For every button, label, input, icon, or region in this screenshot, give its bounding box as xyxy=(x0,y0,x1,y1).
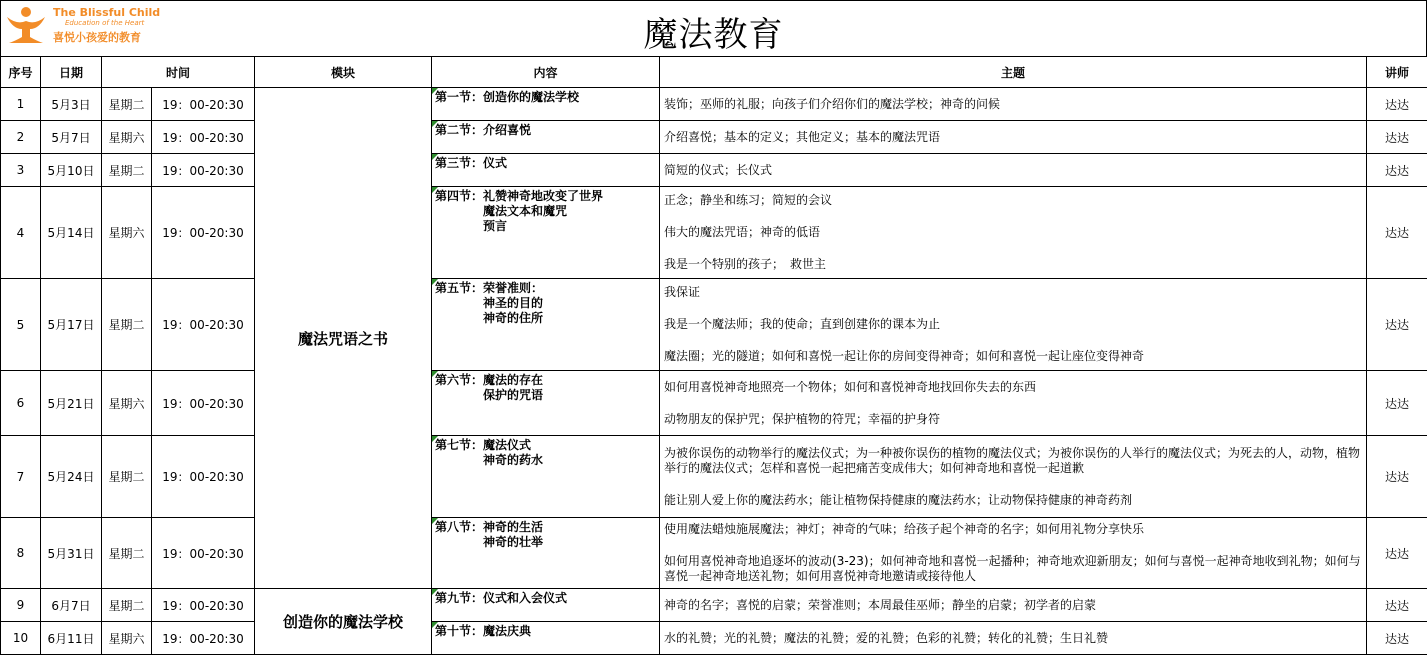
row-weekday: 星期二 xyxy=(102,279,152,371)
row-number: 2 xyxy=(1,121,41,154)
row-time: 19：00-20:30 xyxy=(152,622,255,655)
row-time: 19：00-20:30 xyxy=(152,518,255,589)
section-lines xyxy=(483,520,543,550)
topic-cell xyxy=(660,371,1367,436)
row-time: 19：00-20:30 xyxy=(152,88,255,121)
row-weekday: 星期六 xyxy=(102,187,152,279)
row-date: 5月21日 xyxy=(41,371,102,436)
row-weekday: 星期二 xyxy=(102,88,152,121)
section-line: 荣誉准则： xyxy=(483,281,544,295)
row-number: 9 xyxy=(1,589,41,622)
row-date: 5月17日 xyxy=(41,279,102,371)
section-prefix: 第四节： xyxy=(435,189,484,203)
header-content: 内容 xyxy=(432,57,660,88)
topic-line: 为被你误伤的动物举行的魔法仪式；为一种被你误伤的植物的魔法仪式；为被你误伤的人举行的魔法仪式；为死去的人，动物，植物举行的魔法仪式；怎样和喜悦一起把痛苦变成伟大；如何神奇地和喜悦一起道歉 xyxy=(664,445,1361,475)
topic-cell xyxy=(660,187,1367,279)
table-row xyxy=(1,518,1427,589)
topic-line: 装饰；巫师的礼服；向孩子们介绍你们的魔法学校；神奇的问候 xyxy=(664,96,1001,111)
row-teacher: 达达 xyxy=(1367,371,1427,436)
topic-line: 我保证 xyxy=(664,285,701,299)
section-title xyxy=(435,281,657,326)
topic-cell xyxy=(660,436,1367,518)
row-time: 19：00-20:30 xyxy=(152,371,255,436)
topic-cell xyxy=(660,154,1367,187)
section-prefix: 第七节： xyxy=(435,438,484,452)
topic-line: 魔法圈；光的隧道；如何和喜悦一起让你的房间变得神奇；如何和喜悦一起让座位变得神奇 xyxy=(664,349,1145,363)
topic-line: 简短的仪式；长仪式 xyxy=(664,162,773,177)
row-weekday: 星期二 xyxy=(102,436,152,518)
table-body xyxy=(1,88,1427,655)
section-lines xyxy=(483,281,543,326)
section-prefix: 第二节： xyxy=(435,123,484,137)
row-number: 1 xyxy=(1,88,41,121)
topic-line: 使用魔法蜡烛施展魔法；神灯；神奇的气味；给孩子起个神奇的名字；如何用礼物分享快乐 xyxy=(664,522,1145,536)
section-prefix: 第八节： xyxy=(435,520,484,534)
row-weekday: 星期六 xyxy=(102,121,152,154)
section-title xyxy=(435,189,657,234)
section-title xyxy=(435,591,657,606)
section-line: 预言 xyxy=(483,219,508,233)
topic-cell xyxy=(660,622,1367,655)
header-time: 时间 xyxy=(102,57,255,88)
topic-line: 神奇的名字；喜悦的启蒙；荣誉准则；本周最佳巫师；静坐的启蒙；初学者的启蒙 xyxy=(664,597,1097,612)
row-time: 19：00-20:30 xyxy=(152,589,255,622)
page-title: 魔法教育 xyxy=(643,15,784,55)
row-date: 6月7日 xyxy=(41,589,102,622)
section-prefix: 第三节： xyxy=(435,156,484,170)
content-cell xyxy=(432,154,660,187)
section-title xyxy=(435,520,657,550)
row-number: 4 xyxy=(1,187,41,279)
content-cell xyxy=(432,187,660,279)
schedule-table xyxy=(0,56,1427,655)
table-row xyxy=(1,88,1427,121)
section-title xyxy=(435,123,657,138)
section-prefix: 第六节： xyxy=(435,373,484,387)
section-line: 礼赞神奇地改变了世界 xyxy=(483,189,604,203)
section-line: 神奇的生活 xyxy=(483,520,544,534)
table-row xyxy=(1,279,1427,371)
section-lines xyxy=(483,123,531,138)
row-date: 5月3日 xyxy=(41,88,102,121)
content-cell xyxy=(432,622,660,655)
row-date: 5月31日 xyxy=(41,518,102,589)
row-number: 8 xyxy=(1,518,41,589)
header-date: 日期 xyxy=(41,57,102,88)
section-lines xyxy=(483,438,543,468)
topic-line: 如何用喜悦神奇地照亮一个物体；如何和喜悦神奇地找回你失去的东西 xyxy=(664,379,1037,394)
row-number: 7 xyxy=(1,436,41,518)
header-teacher: 讲师 xyxy=(1367,57,1427,88)
section-line: 创造你的魔法学校 xyxy=(483,90,580,104)
content-cell xyxy=(432,279,660,371)
section-line: 神奇的药水 xyxy=(483,453,544,467)
section-title xyxy=(435,90,657,105)
section-title xyxy=(435,373,657,403)
table-row xyxy=(1,622,1427,655)
content-cell xyxy=(432,436,660,518)
topic-cell xyxy=(660,518,1367,589)
table-row xyxy=(1,589,1427,622)
section-line: 魔法的存在 xyxy=(483,373,544,387)
content-cell xyxy=(432,589,660,622)
section-prefix: 第一节： xyxy=(435,90,484,104)
table-row xyxy=(1,121,1427,154)
header-row xyxy=(1,57,1427,88)
row-time: 19：00-20:30 xyxy=(152,121,255,154)
row-date: 5月10日 xyxy=(41,154,102,187)
header-module: 模块 xyxy=(255,57,432,88)
row-teacher: 达达 xyxy=(1367,518,1427,589)
section-title xyxy=(435,156,657,171)
row-teacher: 达达 xyxy=(1367,88,1427,121)
topic-cell xyxy=(660,589,1367,622)
sheet-header xyxy=(0,0,1427,56)
row-time: 19：00-20:30 xyxy=(152,154,255,187)
table-row xyxy=(1,154,1427,187)
row-weekday: 星期二 xyxy=(102,154,152,187)
section-line: 神奇的壮举 xyxy=(483,535,544,549)
row-teacher: 达达 xyxy=(1367,187,1427,279)
module-cell: 魔法咒语之书 xyxy=(255,88,432,589)
logo-tagline: Education of the Heart xyxy=(65,19,145,27)
row-number: 3 xyxy=(1,154,41,187)
topic-line: 动物朋友的保护咒；保护植物的符咒；幸福的护身符 xyxy=(664,411,941,426)
content-cell xyxy=(432,88,660,121)
table-row xyxy=(1,436,1427,518)
row-time: 19：00-20:30 xyxy=(152,187,255,279)
topic-cell xyxy=(660,279,1367,371)
module-cell: 创造你的魔法学校 xyxy=(255,589,432,655)
topic-line: 能让别人爱上你的魔法药水；能让植物保持健康的魔法药水；让动物保持健康的神奇药剂 xyxy=(664,492,1133,507)
table-row xyxy=(1,187,1427,279)
section-prefix: 第九节： xyxy=(435,591,484,605)
topic-line: 伟大的魔法咒语；神奇的低语 xyxy=(664,225,821,239)
row-weekday: 星期二 xyxy=(102,518,152,589)
row-teacher: 达达 xyxy=(1367,436,1427,518)
topic-cell xyxy=(660,88,1367,121)
section-prefix: 第五节： xyxy=(435,281,484,295)
section-line: 介绍喜悦 xyxy=(483,123,532,137)
section-title xyxy=(435,438,657,468)
content-cell xyxy=(432,518,660,589)
row-time: 19：00-20:30 xyxy=(152,436,255,518)
section-title xyxy=(435,624,657,639)
table-row xyxy=(1,371,1427,436)
section-line: 仪式 xyxy=(483,156,508,170)
section-line: 魔法仪式 xyxy=(483,438,532,452)
header-topic: 主题 xyxy=(660,57,1367,88)
section-line: 魔法文本和魔咒 xyxy=(483,204,568,218)
row-date: 5月14日 xyxy=(41,187,102,279)
row-date: 5月7日 xyxy=(41,121,102,154)
section-lines xyxy=(483,373,543,403)
logo-text-english: The Blissful Child xyxy=(53,6,161,19)
section-lines xyxy=(483,189,603,234)
row-teacher: 达达 xyxy=(1367,154,1427,187)
row-weekday: 星期六 xyxy=(102,371,152,436)
row-teacher: 达达 xyxy=(1367,121,1427,154)
topic-line: 我是一个魔法师；我的使命；直到创建你的课本为止 xyxy=(664,317,941,331)
topic-line: 介绍喜悦；基本的定义；其他定义；基本的魔法咒语 xyxy=(664,129,941,144)
row-date: 5月24日 xyxy=(41,436,102,518)
topic-line: 如何用喜悦神奇地追逐坏的波动(3-23)；如何神奇地和喜悦一起播种；神奇地欢迎新朋友；如何与喜悦一起神奇地收到礼物；如何与喜悦一起神奇地送礼物；如何用喜悦神奇地邀请或接待他人 xyxy=(664,554,1361,583)
row-teacher: 达达 xyxy=(1367,622,1427,655)
row-weekday: 星期六 xyxy=(102,622,152,655)
section-line: 神圣的目的 xyxy=(483,296,544,310)
logo-text-chinese: 喜悦小孩爱的教育 xyxy=(53,31,141,44)
row-number: 5 xyxy=(1,279,41,371)
row-number: 10 xyxy=(1,622,41,655)
section-lines xyxy=(483,90,579,105)
section-line: 仪式和入会仪式 xyxy=(483,591,568,605)
section-lines xyxy=(483,156,507,171)
row-date: 6月11日 xyxy=(41,622,102,655)
row-teacher: 达达 xyxy=(1367,279,1427,371)
content-cell xyxy=(432,371,660,436)
row-weekday: 星期二 xyxy=(102,589,152,622)
section-lines xyxy=(483,624,531,639)
topic-line: 我是一个特别的孩子； 救世主 xyxy=(664,257,827,271)
row-number: 6 xyxy=(1,371,41,436)
row-teacher: 达达 xyxy=(1367,589,1427,622)
content-cell xyxy=(432,121,660,154)
section-lines xyxy=(483,591,567,606)
row-time: 19：00-20:30 xyxy=(152,279,255,371)
header-no: 序号 xyxy=(1,57,41,88)
topic-line: 水的礼赞；光的礼赞；魔法的礼赞；爱的礼赞；色彩的礼赞；转化的礼赞；生日礼赞 xyxy=(664,630,1109,645)
section-prefix: 第十节： xyxy=(435,624,484,638)
section-line: 魔法庆典 xyxy=(483,624,532,638)
topic-cell xyxy=(660,121,1367,154)
section-line: 神奇的住所 xyxy=(483,311,544,325)
section-line: 保护的咒语 xyxy=(483,388,544,402)
topic-line: 正念；静坐和练习；简短的会议 xyxy=(664,193,833,207)
